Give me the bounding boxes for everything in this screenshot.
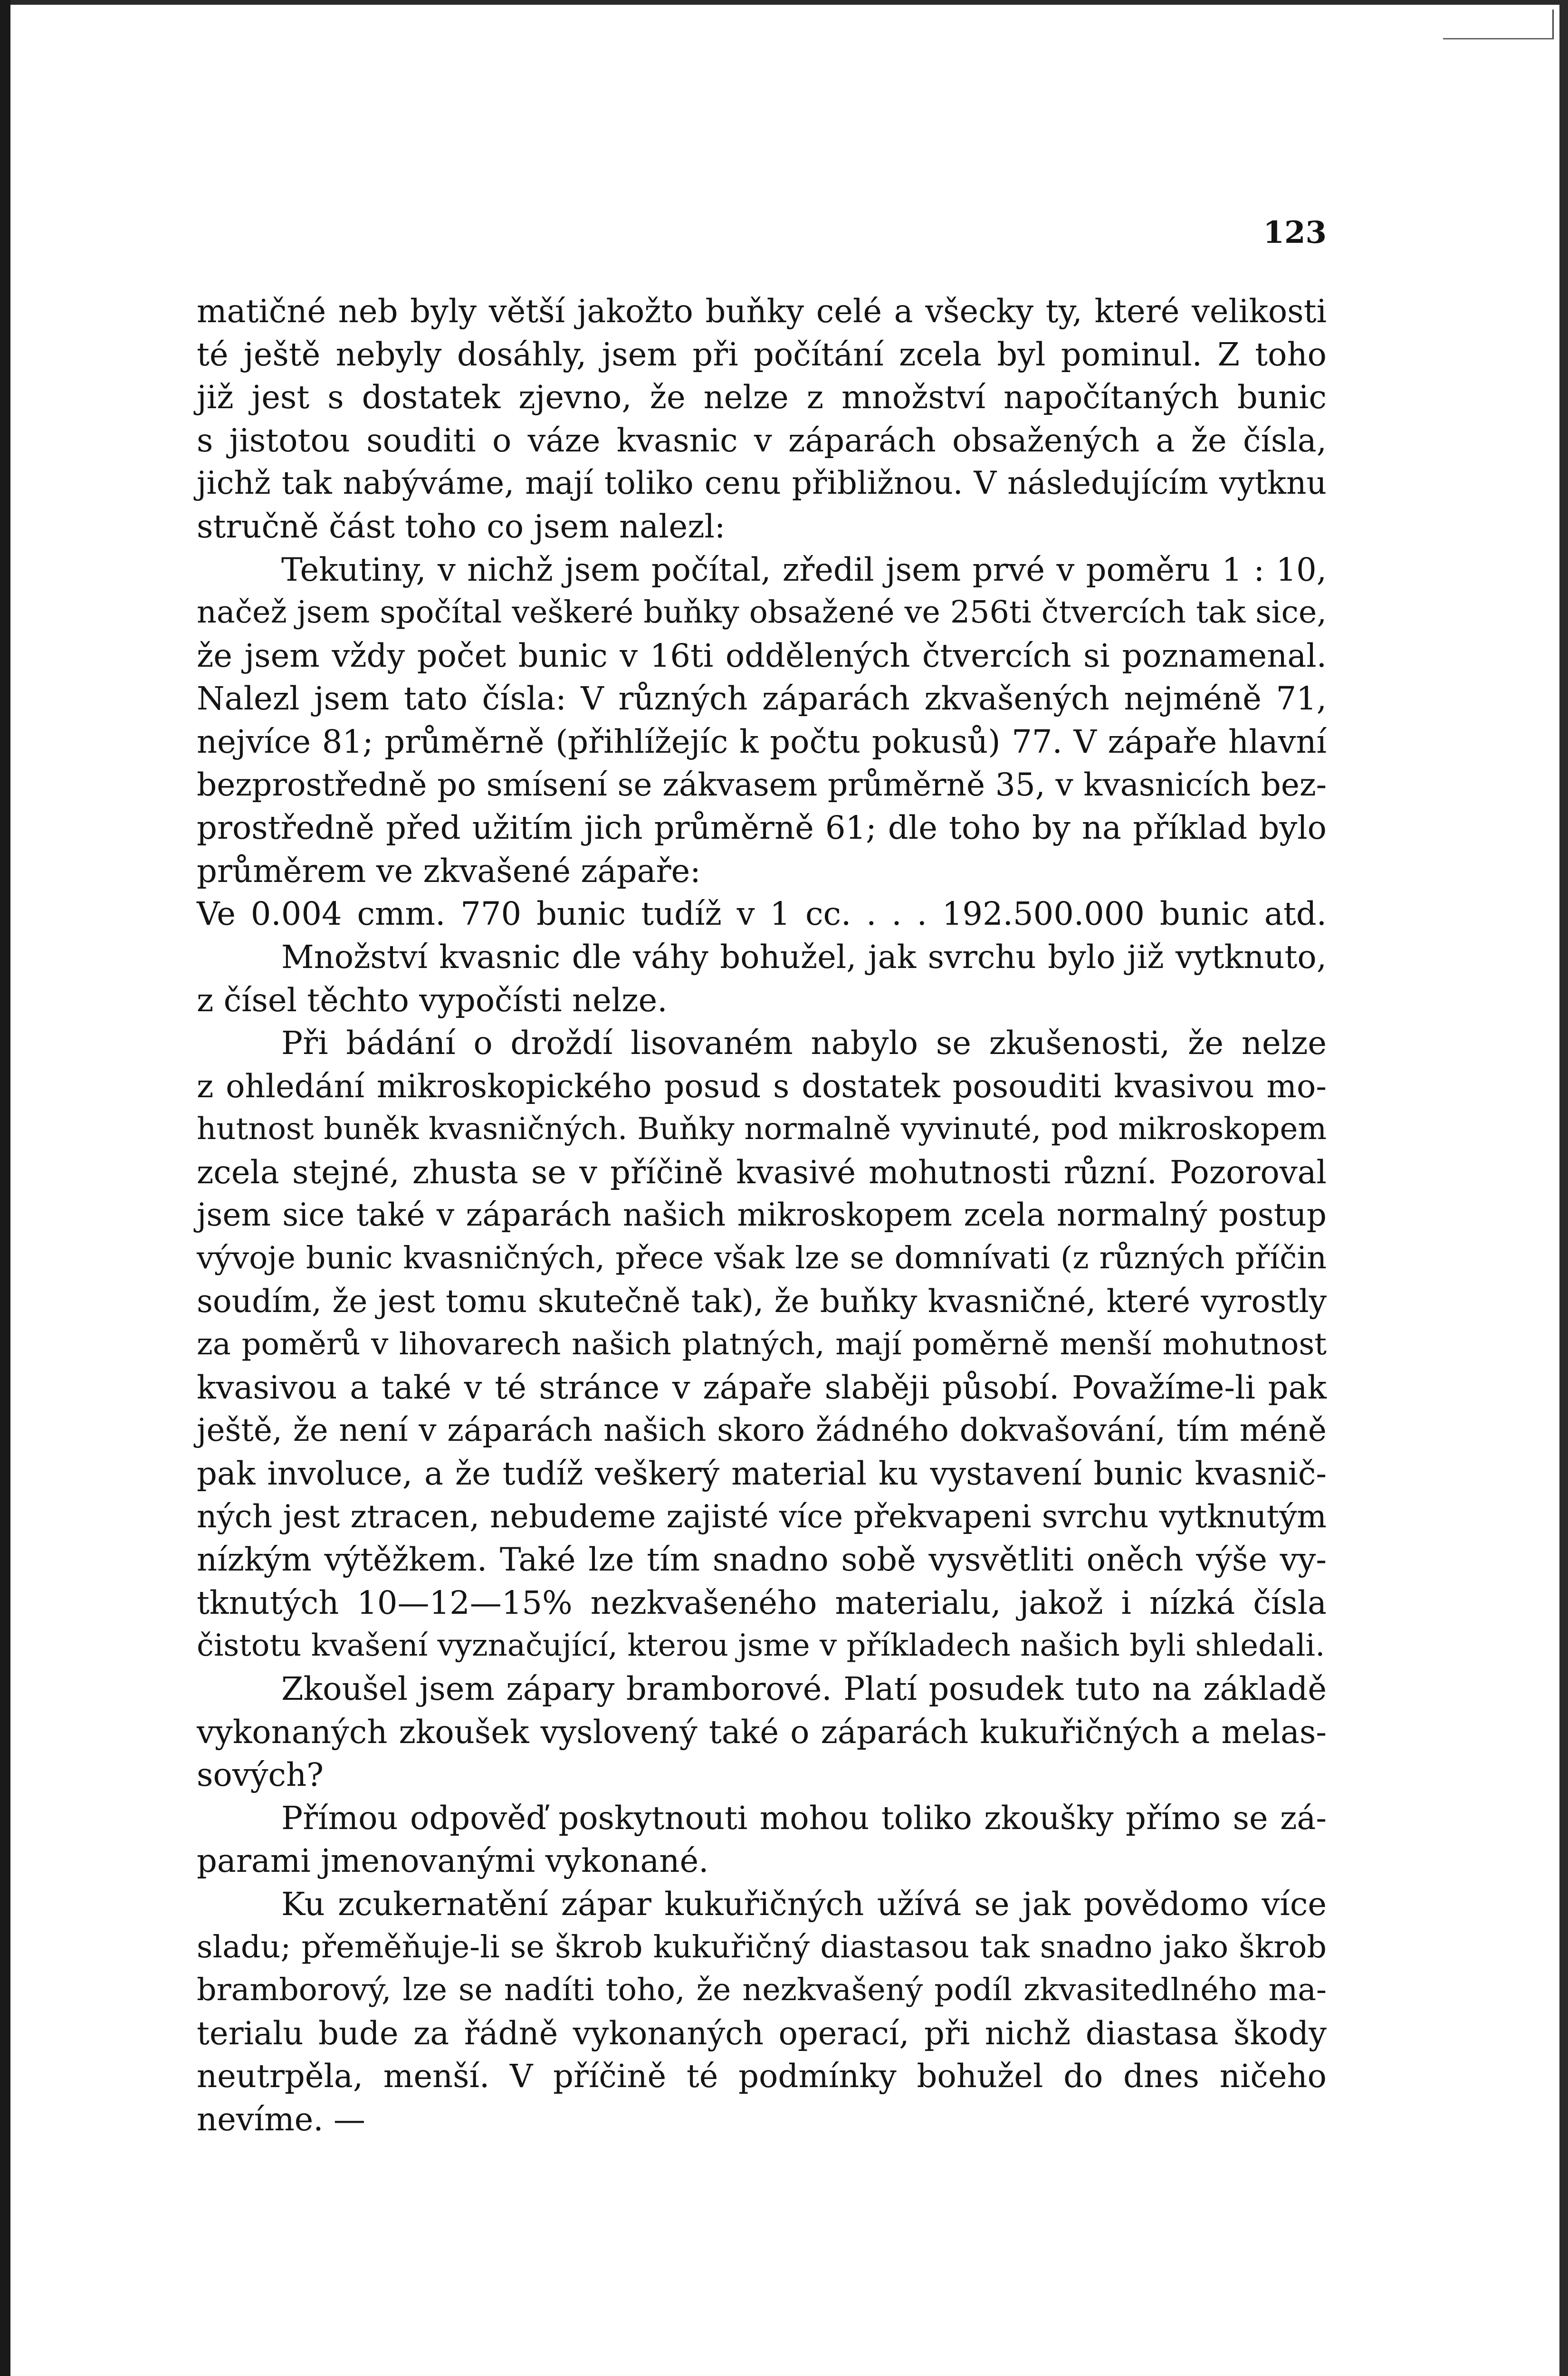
text-line: pak involuce, a že tudíž veškerý material ku vystavení bunic kvasnič- bbox=[197, 1455, 1327, 1493]
text-line: Ku zcukernatění zápar kukuřičných užívá se jak povědomo více bbox=[281, 1885, 1327, 1923]
text-line: jichž tak nabýváme, mají toliko cenu přibližnou. V následujícím vytknu bbox=[197, 465, 1327, 502]
text-line: Přímou odpověď poskytnouti mohou toliko zkoušky přímo se zá- bbox=[281, 1799, 1327, 1837]
text-line: hutnost buněk kvasničných. Buňky normalně vyvinuté, pod mikroskopem bbox=[197, 1111, 1327, 1147]
text-line: Nalezl jsem tato čísla: V různých záparách zkvašených nejméně 71, bbox=[197, 680, 1327, 718]
text-line: již jest s dostatek zjevno, že nelze z množství napočítaných bunic bbox=[197, 379, 1327, 416]
text-line: Množství kvasnic dle váhy bohužel, jak svrchu bylo již vytknuto, bbox=[281, 938, 1327, 976]
text-line: nejvíce 81; průměrně (přihlížejíc k počtu pokusů) 77. V zápaře hlavní bbox=[197, 723, 1327, 760]
text-line: nízkým výtěžkem. Také lze tím snadno sobě vysvětliti oněch výše vy- bbox=[197, 1541, 1327, 1579]
text-line: za poměrů v lihovarech našich platných, mají poměrně menší mohutnost bbox=[197, 1327, 1327, 1362]
text-line: zcela stejné, zhusta se v příčině kvasivé mohutnosti různí. Pozoroval bbox=[197, 1153, 1327, 1191]
text-line: jsem sice také v záparách našich mikroskopem zcela normalný postup bbox=[197, 1197, 1327, 1234]
scan-edge-right bbox=[1559, 0, 1568, 2376]
scan-corner-mark bbox=[1443, 10, 1554, 39]
text-line: z čísel těchto vypočísti nelze. bbox=[197, 981, 668, 1019]
text-line: ještě, že není v záparách našich skoro žádného dokvašování, tím méně bbox=[197, 1412, 1327, 1449]
text-line: průměrem ve zkvašené zápaře: bbox=[197, 852, 701, 890]
text-line: načež jsem spočítal veškeré buňky obsažené ve 256ti čtvercích tak sice, bbox=[197, 594, 1327, 631]
text-line: sladu; přeměňuje-li se škrob kukuřičný diastasou tak snadno jako škrob bbox=[197, 1929, 1327, 1965]
text-line: bramborový, lze se nadíti toho, že nezkvašený podíl zkvasitedlného ma- bbox=[197, 1972, 1327, 2008]
text-line: Při bádání o droždí lisovaném nabylo se zkušenosti, že nelze bbox=[281, 1025, 1327, 1062]
text-line: Ve 0.004 cmm. 770 bunic tudíž v 1 cc. . . . 192.500.000 bunic atd. bbox=[197, 895, 1327, 933]
text-line: vývoje bunic kvasničných, přece však lze se domnívati (z různých příčin bbox=[197, 1240, 1327, 1276]
text-line: že jsem vždy počet bunic v 16ti oddělených čtvercích si poznamenal. bbox=[197, 637, 1327, 674]
text-line: soudím, že jest tomu skutečně tak), že buňky kvasničné, které vyrostly bbox=[197, 1283, 1327, 1320]
text-line: kvasivou a také v té stránce v zápaře slaběji působí. Považíme-li pak bbox=[197, 1369, 1327, 1406]
scan-edge-left bbox=[0, 0, 10, 2376]
scan-edge-top bbox=[0, 0, 1568, 5]
text-line: matičné neb byly větší jakožto buňky celé a všecky ty, které velikosti bbox=[197, 293, 1327, 330]
text-line: Zkoušel jsem zápary bramborové. Platí posudek tuto na základě bbox=[281, 1670, 1327, 1707]
text-line: čistotu kvašení vyznačující, kterou jsme v příkladech našich byli shledali. bbox=[197, 1628, 1325, 1664]
text-line: vykonaných zkoušek vyslovený také o záparách kukuřičných a melas- bbox=[197, 1713, 1327, 1751]
text-line: ných jest ztracen, nebudeme zajisté více překvapeni svrchu vytknutým bbox=[197, 1498, 1327, 1535]
text-line: té ještě nebyly dosáhly, jsem při počítání zcela byl pominul. Z toho bbox=[197, 335, 1327, 373]
text-line: terialu bude za řádně vykonaných operací, při nichž diastasa škody bbox=[197, 2014, 1327, 2052]
body-text bbox=[197, 290, 1327, 2141]
text-line: nevíme. — bbox=[197, 2100, 365, 2138]
text-line: parami jmenovanými vykonané. bbox=[197, 1842, 709, 1880]
text-line: Tekutiny, v nichž jsem počítal, zředil jsem prvé v poměru 1 : 10, bbox=[281, 551, 1327, 588]
text-line: prostředně před užitím jich průměrně 61; dle toho by na příklad bylo bbox=[197, 809, 1327, 847]
text-line: neutrpěla, menší. V příčině té podmínky bohužel do dnes ničeho bbox=[197, 2058, 1327, 2095]
text-line: stručně část toho co jsem nalezl: bbox=[197, 508, 726, 545]
text-line: z ohledání mikroskopického posud s dostatek posouditi kvasivou mo- bbox=[197, 1067, 1327, 1105]
text-line: tknutých 10—12—15% nezkvašeného materialu, jakož i nízká čísla bbox=[197, 1584, 1327, 1621]
text-line: s jistotou souditi o váze kvasnic v záparách obsažených a že čísla, bbox=[197, 422, 1327, 459]
text-line: bezprostředně po smísení se zákvasem průměrně 35, v kvasnicích bez- bbox=[197, 766, 1327, 803]
page-number: 123 bbox=[1263, 215, 1327, 250]
text-line: sových? bbox=[197, 1756, 324, 1794]
